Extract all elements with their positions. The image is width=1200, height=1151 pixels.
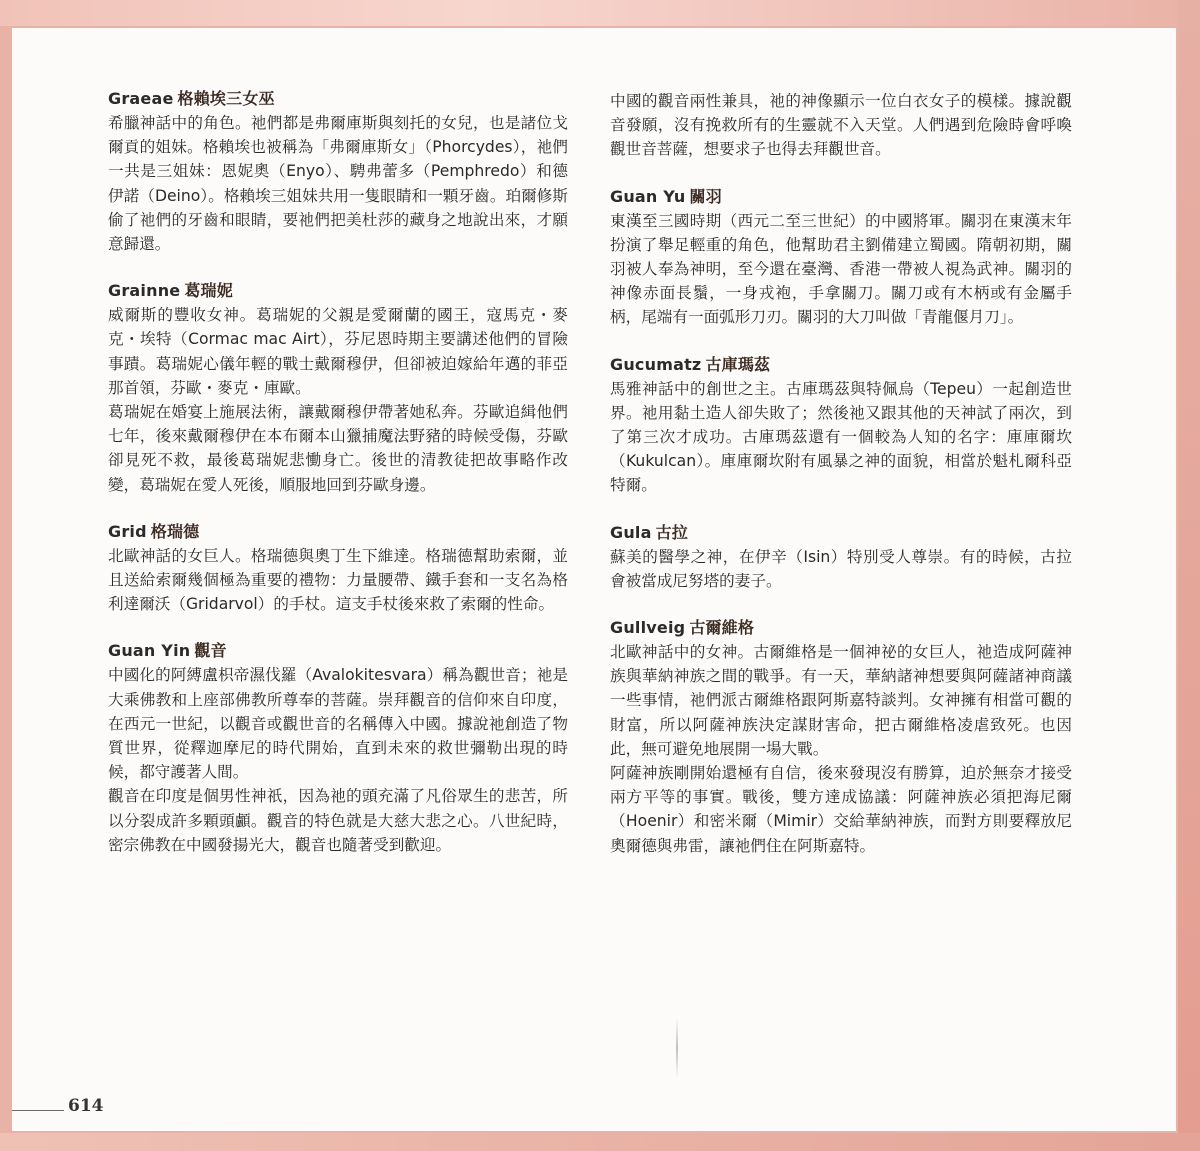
entry-title-zh: 格賴埃三女巫	[177, 89, 275, 108]
entry-title-en: Guan Yu	[610, 186, 686, 206]
entry-paragraph: 蘇美的醫學之神，在伊辛（Isin）特別受人尊崇。有的時候，古拉會被當成尼努塔的妻子。	[610, 547, 1072, 590]
page-border-right	[1178, 0, 1200, 1151]
entry-paragraph: 希臘神話中的角色。祂們都是弗爾庫斯與刻托的女兒，也是諸位戈爾貢的姐妹。格賴埃也被稱為「弗爾庫斯女」（Phorcydes），祂們一共是三姐妹：恩妮奧（Enyo）、騁弗蕾多（Pemphredo）和德伊諾（Deino）。格賴埃三姐妹共用一隻眼睛和一顆牙齒。珀爾修斯偷了祂們的牙齒和眼睛，要祂們把美杜莎的藏身之地說出來，才願意歸還。	[108, 114, 568, 254]
entry-title-zh: 葛瑞妮	[184, 281, 233, 301]
entry-title-en: Grainne	[108, 281, 181, 301]
entry-heading	[610, 354, 1072, 376]
entry-title-zh: 觀音	[194, 641, 227, 661]
entry-grid	[108, 521, 568, 617]
entry-gula	[610, 522, 1072, 593]
entry-guan-yu	[610, 186, 1072, 330]
entry-title-zh: 古拉	[655, 522, 689, 542]
entry-title-zh: 格瑞德	[150, 521, 200, 541]
entry-heading	[610, 617, 1072, 639]
entry-paragraph: 葛瑞妮在婚宴上施展法術，讓戴爾穆伊帶著她私奔。芬歐追緝他們七年，後來戴爾穆伊在本布爾本山獵捕魔法野豬的時候受傷，芬歐卻見死不救，最後葛瑞妮悲慟身亡。後世的清教徒把故事略作改變，葛瑞妮在愛人死後，順服地回到芬歐身邊。	[108, 403, 568, 494]
footer-rule	[12, 1110, 64, 1111]
entry-paragraph: 馬雅神話中的創世之主。古庫瑪茲與特佩烏（Tepeu）一起創造世界。祂用黏土造人卻失敗了；然後祂又跟其他的天神試了兩次，到了第三次才成功。古庫瑪茲還有一個較為人知的名字：庫庫爾坎（Kukulcan）。庫庫爾坎附有風暴之神的面貌，相當於魁札爾科亞特爾。	[610, 379, 1072, 495]
entry-paragraph: 中國的觀音兩性兼具，祂的神像顯示一位白衣女子的模樣。據說觀音發願，沒有挽救所有的生靈就不入天堂。人們遇到危險時會呼喚觀世音菩薩，想要求子也得去拜觀世音。	[610, 92, 1072, 159]
entry-heading	[108, 88, 568, 110]
entry-graeae	[108, 88, 568, 256]
page-border-top	[0, 0, 1200, 26]
entry-title-en: Graeae	[108, 89, 174, 108]
entry-guan-yin	[108, 640, 568, 857]
entry-title-en: Grid	[108, 521, 147, 541]
entry-paragraph: 威爾斯的豐收女神。葛瑞妮的父親是愛爾蘭的國王，寇馬克・麥克・埃特（Cormac mac Airt），芬尼恩時期主要講述他們的冒險事蹟。葛瑞妮心儀年輕的戰士戴爾穆伊，但卻被迫嫁給年邁的菲亞那首領，芬歐・麥克・庫歐。	[108, 306, 568, 397]
entry-paragraph: 觀音在印度是個男性神祇，因為祂的頭充滿了凡俗眾生的悲苦，所以分裂成許多顆頭顱。觀音的特色就是大慈大悲之心。八世紀時，密宗佛教在中國發揚光大，觀音也隨著受到歡迎。	[108, 787, 568, 854]
scan-artifact	[676, 1018, 678, 1078]
entry-heading	[108, 521, 568, 543]
right-column	[610, 88, 1072, 882]
entry-guan-yin-continued	[610, 89, 1072, 162]
entry-gullveig	[610, 617, 1072, 858]
book-page	[12, 28, 1176, 1131]
entry-heading	[610, 522, 1072, 544]
entry-heading	[108, 640, 568, 662]
page-border-bottom	[0, 1133, 1200, 1151]
entry-heading	[610, 186, 1072, 208]
left-column	[108, 88, 568, 881]
entry-heading	[108, 280, 568, 302]
page-number: 614	[68, 1096, 104, 1116]
entry-title-en: Gullveig	[610, 618, 686, 638]
entry-title-zh: 古庫瑪茲	[705, 354, 771, 374]
entry-paragraph: 阿薩神族剛開始還極有自信，後來發現沒有勝算，迫於無奈才接受兩方平等的事實。戰後，雙方達成協議：阿薩神族必須把海尼爾（Hoenir）和密米爾（Mimir）交給華納神族，而對方則要釋放尼奧爾德與弗雷，讓祂們住在阿斯嘉特。	[610, 764, 1072, 855]
entry-gucumatz	[610, 354, 1072, 498]
entry-title-zh: 關羽	[689, 186, 722, 206]
entry-title-zh: 古爾維格	[689, 618, 755, 638]
entry-paragraph: 中國化的阿縛盧枳帝濕伐羅（Avalokitesvara）稱為觀世音；祂是大乘佛教和上座部佛教所尊奉的菩薩。崇拜觀音的信仰來自印度，在西元一世紀，以觀音或觀世音的名稱傳入中國。據說祂創造了物質世界，從釋迦摩尼的時代開始，直到未來的救世彌勒出現的時候，都守護著人間。	[108, 666, 568, 782]
entry-grainne	[108, 280, 568, 497]
entry-paragraph: 北歐神話的女巨人。格瑞德與奧丁生下維達。格瑞德幫助索爾，並且送給索爾幾個極為重要的禮物：力量腰帶、鐵手套和一支名為格利達爾沃（Gridarvol）的手杖。這支手杖後來救了索爾的性命。	[108, 546, 568, 614]
entry-paragraph: 東漢至三國時期（西元二至三世紀）的中國將軍。關羽在東漢末年扮演了舉足輕重的角色，他幫助君主劉備建立蜀國。隋朝初期，關羽被人奉為神明，至今還在臺灣、香港一帶被人視為武神。關羽的神像赤面長鬚，一身戎袍，手拿關刀。關刀或有木柄或有金屬手柄，尾端有一面弧形刀刃。關羽的大刀叫做「青龍偃月刀」。	[610, 211, 1072, 327]
entry-paragraph: 北歐神話中的女神。古爾維格是一個神祕的女巨人，祂造成阿薩神族與華納神族之間的戰爭。有一天，華納諸神想要與阿薩諸神商議一些事情，祂們派古爾維格跟阿斯嘉特談判。女神擁有相當可觀的財富，所以阿薩神族決定謀財害命，把古爾維格凌虐致死。也因此，無可避免地展開一場大戰。	[610, 643, 1072, 758]
entry-title-en: Guan Yin	[108, 641, 191, 661]
entry-title-en: Gula	[610, 522, 652, 542]
entry-title-en: Gucumatz	[610, 354, 702, 374]
